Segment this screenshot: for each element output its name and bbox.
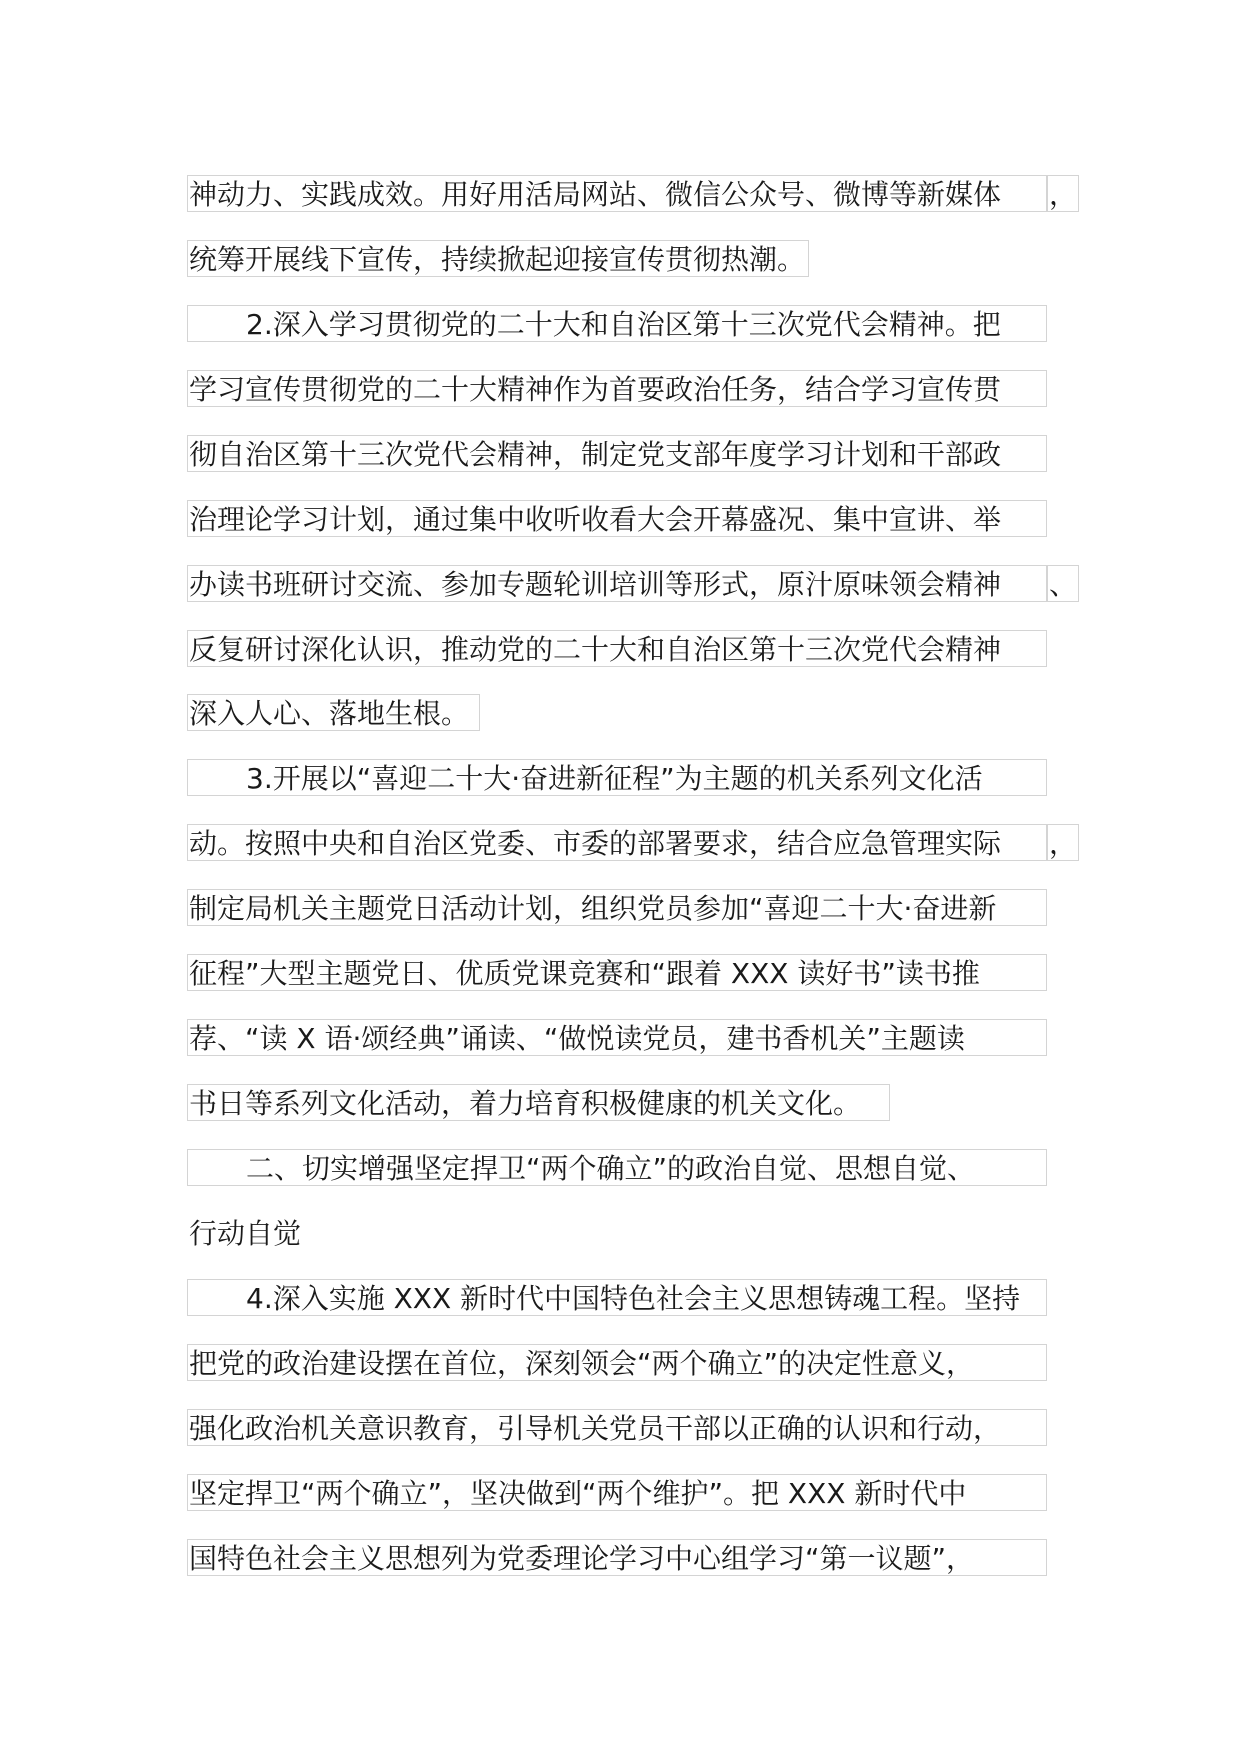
text-line: 反复研讨深化认识，推动党的二十大和自治区第十三次党代会精神 bbox=[187, 630, 1047, 667]
paragraph-heading: 4.深入实施 XXX 新时代中国特色社会主义思想铸魂工程。坚持 bbox=[187, 1279, 1047, 1316]
text-line: 学习宣传贯彻党的二十大精神作为首要政治任务，结合学习宣传贯 bbox=[187, 370, 1047, 407]
text-line: 把党的政治建设摆在首位，深刻领会“两个确立”的决定性意义， bbox=[187, 1344, 1047, 1381]
text-line: 办读书班研讨交流、参加专题轮训培训等形式，原汁原味领会精神 bbox=[187, 565, 1047, 602]
text-line: 书日等系列文化活动，着力培育积极健康的机关文化。 bbox=[187, 1084, 890, 1121]
line-tail: ， bbox=[1047, 175, 1079, 212]
text-line: 动。按照中央和自治区党委、市委的部署要求，结合应急管理实际 bbox=[187, 824, 1047, 861]
paragraph-heading: 3.开展以“喜迎二十大·奋进新征程”为主题的机关系列文化活 bbox=[187, 759, 1047, 796]
line-tail: 、 bbox=[1047, 565, 1079, 602]
text-line: 国特色社会主义思想列为党委理论学习中心组学习“第一议题”， bbox=[187, 1539, 1047, 1576]
text-line: 神动力、实践成效。用好用活局网站、微信公众号、微博等新媒体 bbox=[187, 175, 1047, 212]
paragraph-heading: 2.深入学习贯彻党的二十大和自治区第十三次党代会精神。把 bbox=[187, 305, 1047, 342]
text-line: 征程”大型主题党日、优质党课竞赛和“跟着 XXX 读好书”读书推 bbox=[187, 954, 1047, 991]
text-line: 统筹开展线下宣传，持续掀起迎接宣传贯彻热潮。 bbox=[187, 240, 809, 277]
section-heading: 二、切实增强坚定捍卫“两个确立”的政治自觉、思想自觉、 bbox=[187, 1149, 1047, 1186]
text-line: 深入人心、落地生根。 bbox=[187, 694, 480, 731]
text-line: 治理论学习计划，通过集中收听收看大会开幕盛况、集中宣讲、举 bbox=[187, 500, 1047, 537]
text-line: 坚定捍卫“两个确立”，坚决做到“两个维护”。把 XXX 新时代中 bbox=[187, 1474, 1047, 1511]
text-line: 强化政治机关意识教育，引导机关党员干部以正确的认识和行动， bbox=[187, 1409, 1047, 1446]
text-line: 荐、“读 X 语·颂经典”诵读、“做悦读党员，建书香机关”主题读 bbox=[187, 1019, 1047, 1056]
line-tail: ， bbox=[1047, 824, 1079, 861]
text-line: 制定局机关主题党日活动计划，组织党员参加“喜迎二十大·奋进新 bbox=[187, 889, 1047, 926]
text-line: 彻自治区第十三次党代会精神，制定党支部年度学习计划和干部政 bbox=[187, 435, 1047, 472]
section-heading-continued: 行动自觉 bbox=[189, 1217, 302, 1250]
